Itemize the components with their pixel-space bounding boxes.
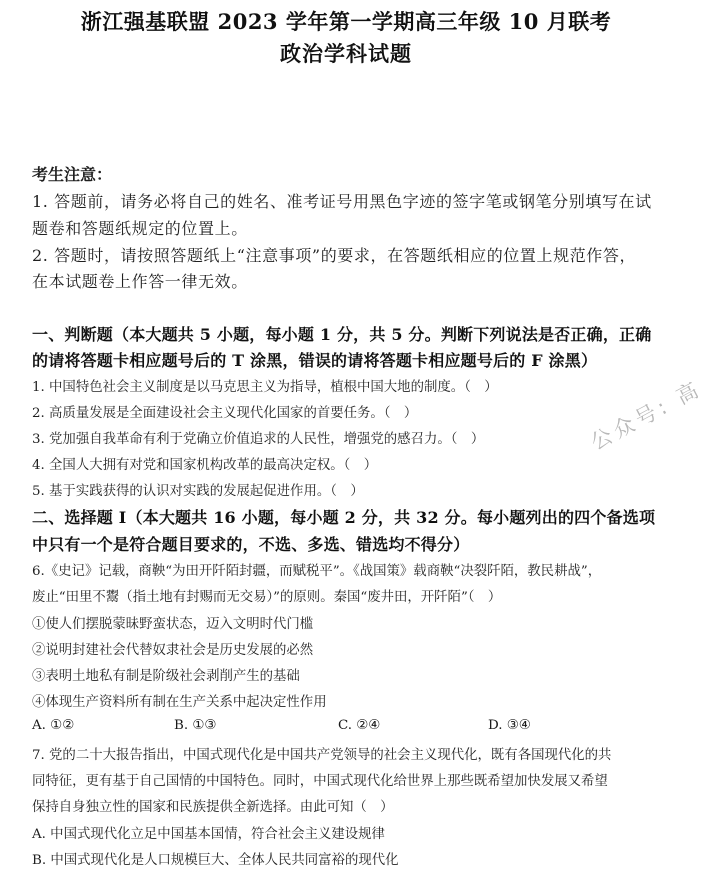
notice-line: 题卷和答题纸规定的位置上。 [32,219,248,238]
exam-title: 浙江强基联盟 2023 学年第一学期高三年级 10 月联考 [80,9,612,34]
question-7-stem-cont: 保持自身独立性的国家和民族提供全新选择。由此可知（ ） [32,800,394,815]
option-d: D. ③④ [488,718,531,733]
notice-line: 1. 答题前，请务必将自己的姓名、准考证号用黑色字迹的签字笔或钢笔分别填写在试 [32,192,652,211]
question-6-stem: 6.《史记》记载，商鞅“为田开阡陌封疆，而赋税平”。《战国策》载商鞅“决裂阡陌，教民耕战”， [32,564,602,579]
watermark-text: 公众号: 高 [586,376,706,455]
judgment-item: 5. 基于实践获得的认识对实践的发展起促进作用。（ ） [32,484,364,499]
option-a: A. ①② [32,718,75,733]
notice-line: 2. 答题时，请按照答题纸上“注意事项”的要求，在答题纸相应的位置上规范作答， [32,246,637,265]
option-c: C. ②④ [338,718,381,733]
question-7-stem: 7. 党的二十大报告指出，中国式现代化是中国共产党领导的社会主义现代化，既有各国现代化的共 [32,748,612,763]
judgment-item: 3. 党加强自我革命有利于党确立价值追求的人民性，增强党的感召力。（ ） [32,432,485,447]
judgment-item: 1. 中国特色社会主义制度是以马克思主义为指导，植根中国大地的制度。（ ） [32,380,498,395]
notice-line: 在本试题卷上作答一律无效。 [32,272,248,291]
option-b: B. ①③ [174,718,217,733]
question-7-option-a: A. 中国式现代化立足中国基本国情，符合社会主义建设规律 [32,827,385,842]
notice-heading: 考生注意： [32,165,113,184]
section2-heading: 二、选择题 I（本大题共 16 小题，每小题 2 分，共 32 分。每小题列出的四个备选项 [32,508,656,527]
question-7-stem-cont: 同特征，更有基于自己国情的中国特色。同时，中国式现代化给世界上那些既希望加快发展又希望 [32,774,608,789]
judgment-item: 4. 全国人大拥有对党和国家机构改革的最高决定权。（ ） [32,458,378,473]
section1-heading: 一、判断题（本大题共 5 小题，每小题 1 分，共 5 分。判断下列说法是否正确，正确 [32,325,652,344]
exam-subject-title: 政治学科试题 [280,41,412,66]
question-6-statement: ③表明土地私有制是阶级社会剥削产生的基础 [32,669,300,684]
question-6-stem-cont: 废止“田里不鬻（指土地有封赐而无交易）”的原则。秦国“废井田，开阡陌”（ ） [32,590,502,605]
question-6-statement: ②说明封建社会代替奴隶社会是历史发展的必然 [32,643,314,658]
question-7-option-b: B. 中国式现代化是人口规模巨大、全体人民共同富裕的现代化 [32,853,399,868]
section2-heading-cont: 中只有一个是符合题目要求的，不选、多选、错选均不得分） [32,535,470,554]
question-6-statement: ①使人们摆脱蒙昧野蛮状态，迈入文明时代门槛 [32,617,314,632]
judgment-item: 2. 高质量发展是全面建设社会主义现代化国家的首要任务。（ ） [32,406,418,421]
section1-heading-cont: 的请将答题卡相应题号后的 T 涂黑，错误的请将答题卡相应题号后的 F 涂黑） [32,351,598,370]
question-6-statement: ④体现生产资料所有制在生产关系中起决定性作用 [32,695,327,710]
